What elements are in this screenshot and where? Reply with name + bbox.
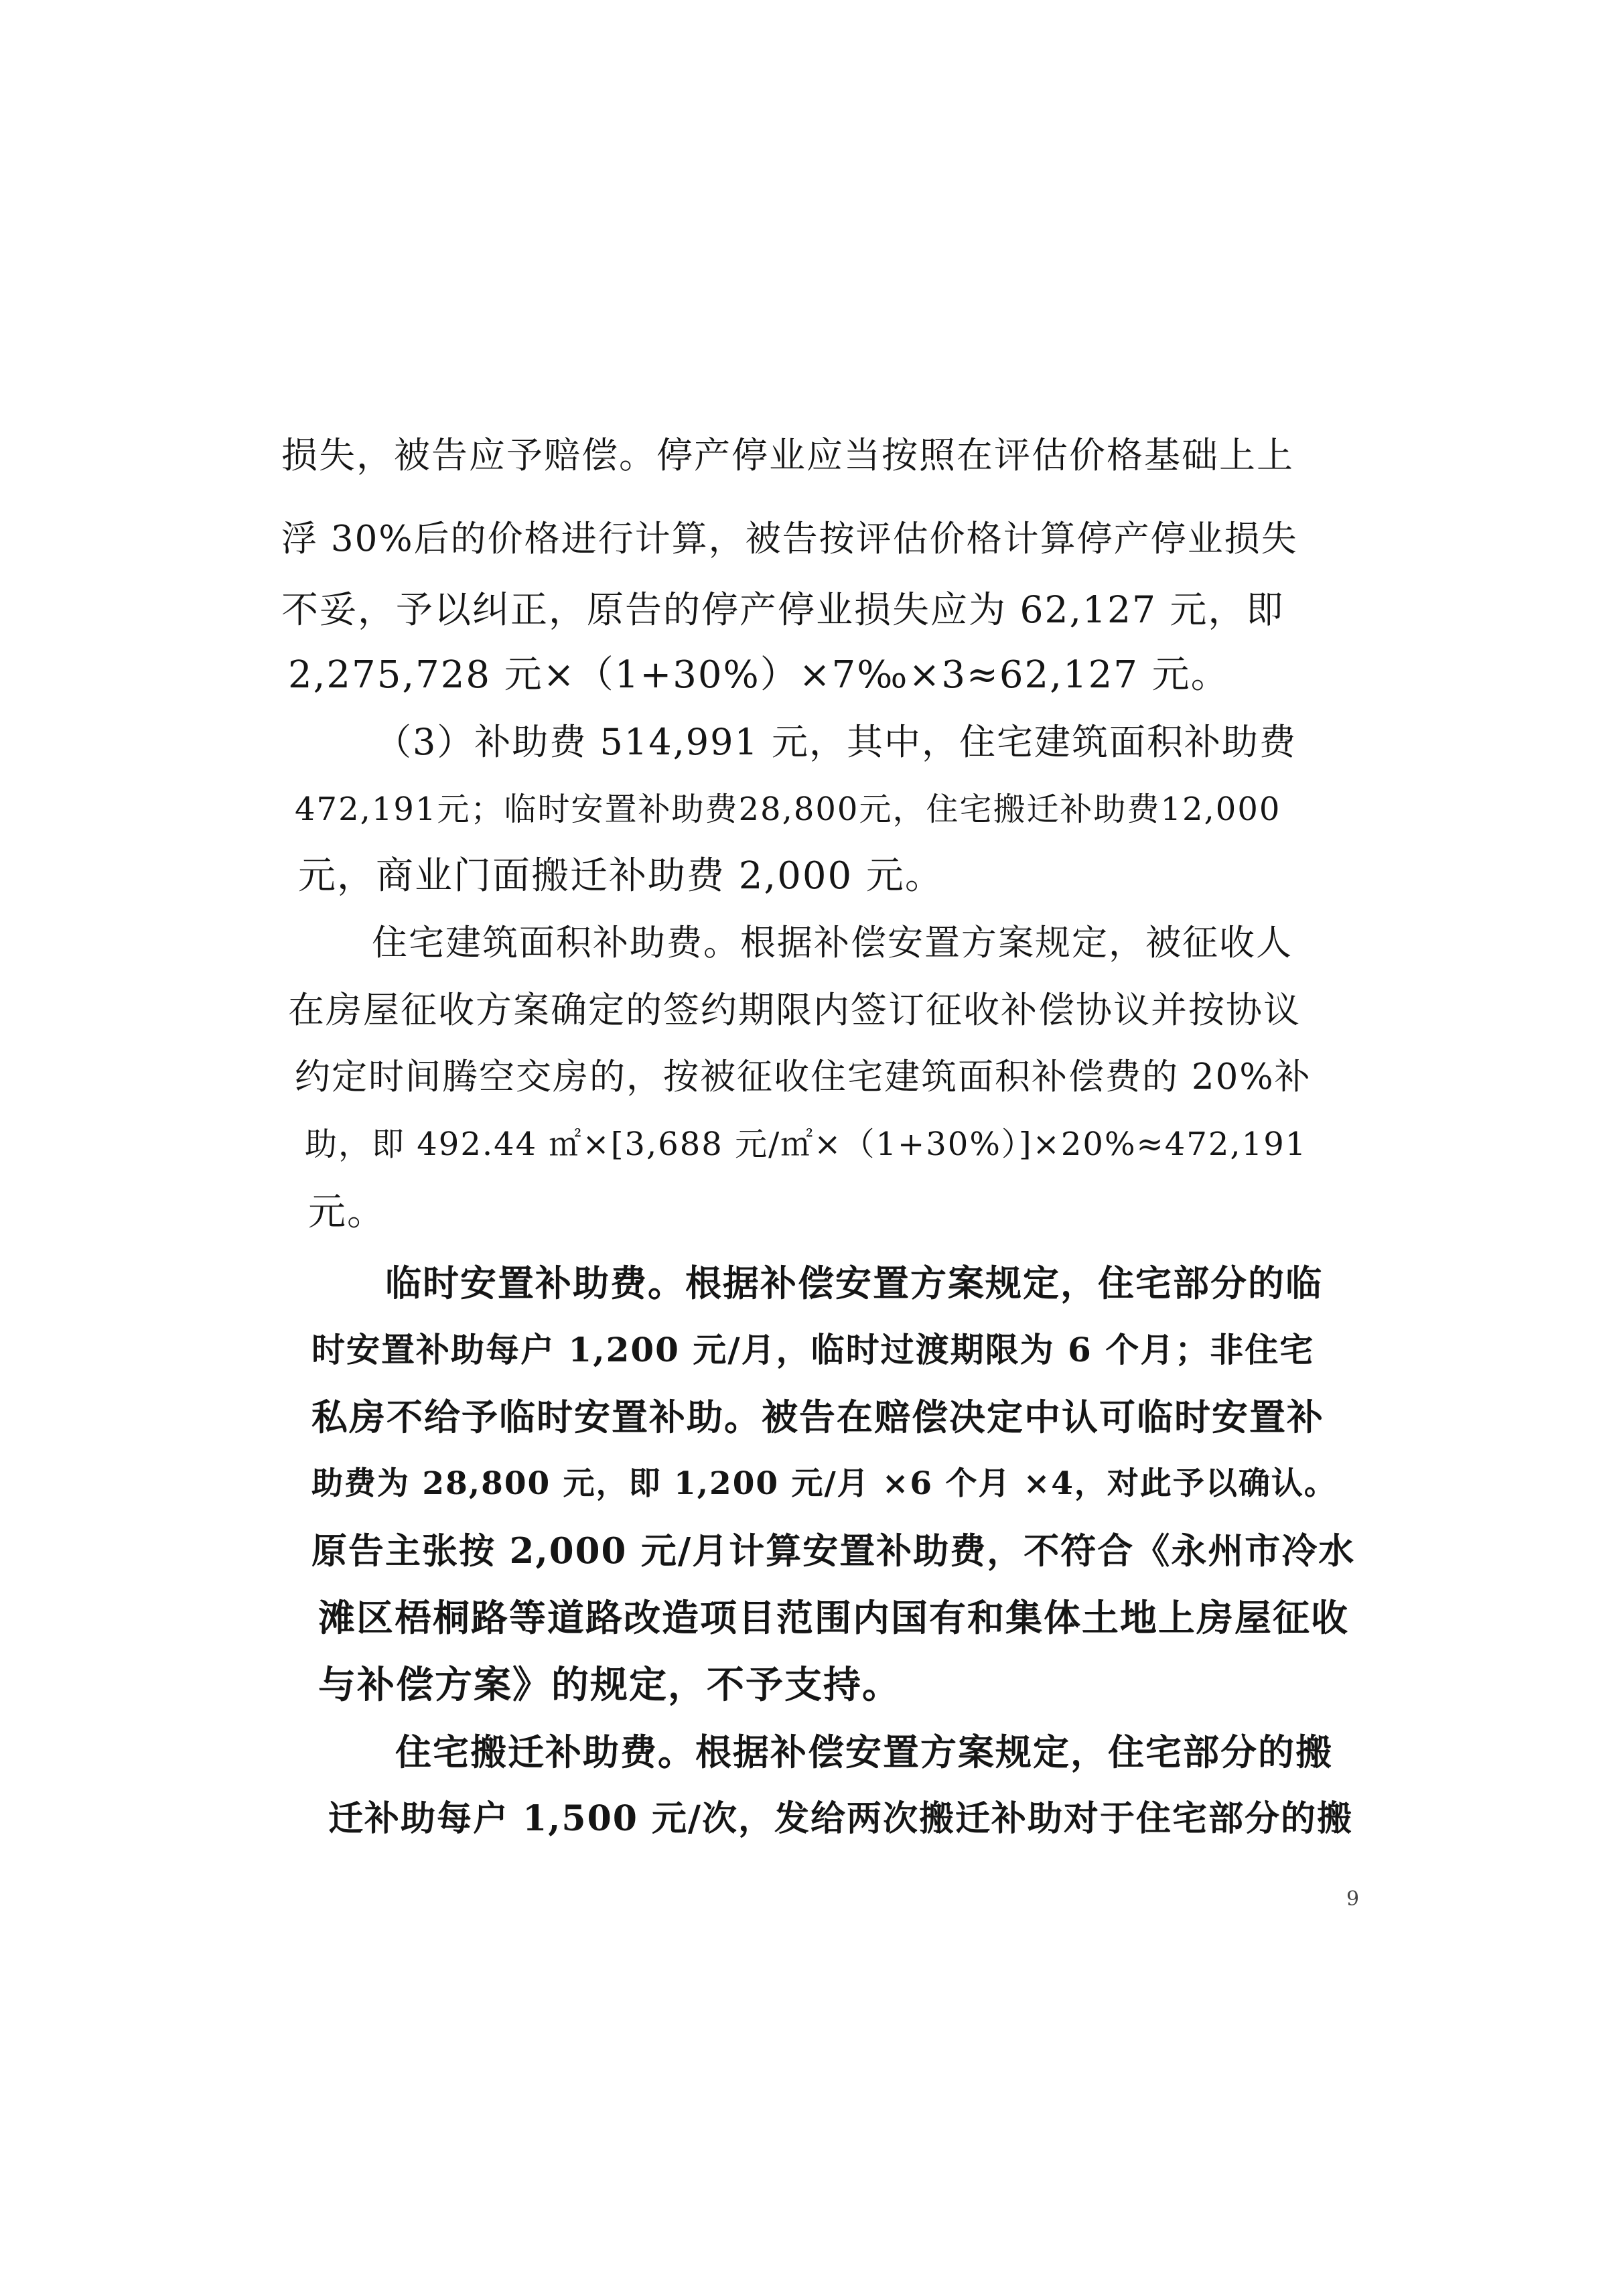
text-line: 元。 [308,1191,386,1234]
text-line: 2,275,728 元×（1+30%）×7‰×3≈62,127 元。 [288,653,1230,697]
text-line: 时安置补助每户 1,200 元/月，临时过渡期限为 6 个月；非住宅 [311,1330,1315,1369]
text-line: 临时安置补助费。根据补偿安置方案规定，住宅部分的临 [385,1262,1323,1304]
text-line: 迁补助每户 1,500 元/次，发给两次搬迁补助对于住宅部分的搬 [328,1798,1354,1839]
text-line: 在房屋征收方案确定的签约期限内签订征收补偿协议并按协议 [288,989,1301,1031]
text-line: 私房不给予临时安置补助。被告在赔偿决定中认可临时安置补 [311,1396,1324,1438]
text-line: 与补偿方案》的规定，不予支持。 [318,1663,901,1707]
text-line: 住宅建筑面积补助费。根据补偿安置方案规定，被征收人 [372,923,1293,963]
text-line: 助，即 492.44 ㎡×[3,688 元/㎡×（1+30%）]×20%≈472,191 [305,1126,1308,1163]
text-line: 元，商业门面搬迁补助费 2,000 元。 [298,854,944,898]
text-line: 原告主张按 2,000 元/月计算安置补助费，不符合《永州市冷水 [311,1530,1356,1572]
text-line: 损失，被告应予赔偿。停产停业应当按照在评估价格基础上上 [281,434,1294,476]
page-number: 9 [1346,1887,1360,1911]
text-line: 助费为 28,800 元，即 1,200 元/月 ×6 个月 ×4，对此予以确认。 [311,1465,1337,1502]
text-line: 约定时间腾空交房的，按被征收住宅建筑面积补偿费的 20%补 [295,1057,1312,1097]
text-line: （3）补助费 514,991 元，其中，住宅建筑面积补助费 [375,721,1297,763]
text-line: 住宅搬迁补助费。根据补偿安置方案规定，住宅部分的搬 [395,1731,1333,1773]
text-line: 不妥，予以纠正，原告的停产停业损失应为 62,127 元，即 [281,588,1285,631]
text-line: 滩区梧桐路等道路改造项目范围内国有和集体土地上房屋征收 [318,1596,1350,1639]
text-line: 472,191元；临时安置补助费28,800元，住宅搬迁补助费12,000 [295,791,1281,828]
text-line: 浮 30%后的价格进行计算，被告按评估价格计算停产停业损失 [281,519,1298,559]
